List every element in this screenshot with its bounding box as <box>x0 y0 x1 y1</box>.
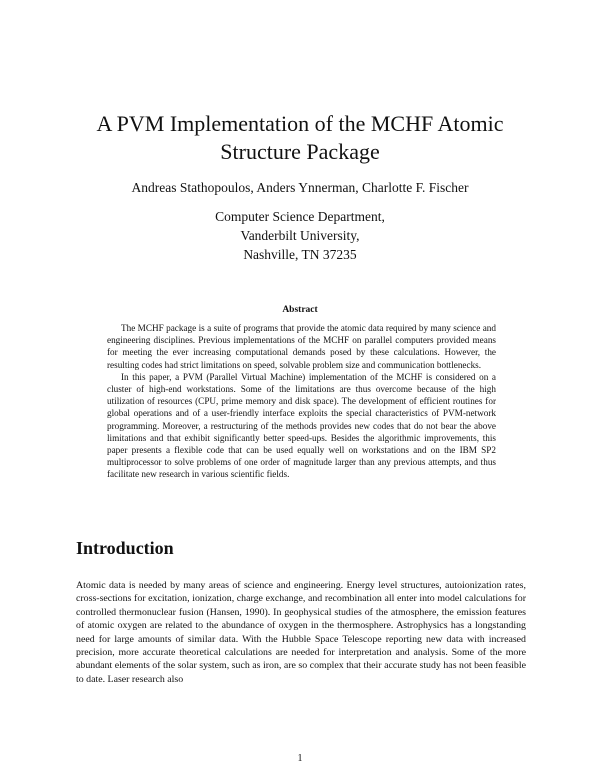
abstract-paragraph-1: The MCHF package is a suite of programs that provide the atomic data required by many science and engineering disciplines. Previous implementations of the MCHF on parallel computers provided means for meeting the ever increasing computational demands posed by these calculations. However, the resulting codes had strict limitations on speed, solvable problem size and communication bottlenecks. <box>107 323 496 370</box>
introduction-heading: Introduction <box>76 538 174 558</box>
paper-title <box>40 110 560 166</box>
affiliation-block <box>40 207 560 264</box>
abstract-heading: Abstract <box>282 305 318 315</box>
page-number: 1 <box>297 753 303 764</box>
title-line-2: Structure Package <box>220 139 380 164</box>
title-line-1: A PVM Implementation of the MCHF Atomic <box>96 111 504 136</box>
abstract-body <box>107 322 496 481</box>
abstract-paragraph-2: In this paper, a PVM (Parallel Virtual Machine) implementation of the MCHF is considered on a cluster of high-end workstations. Some of the limitations are thus overcome because of the high utilization of resources (CPU, prime memory and disk space). The development of efficient routines for global operations and of a user-friendly interface exploits the special characteristics of PVM-network programming. Moreover, a restructuring of the methods provides new codes that do not bear the above limitations and that exhibit significantly better speed-ups. Besides the algorithmic improvements, this paper presents a flexible code that can be used equally well on workstations and on the IBM SP2 multiprocessor to solve problems of one order of magnitude larger than any previous attempts, and thus facilitate new research in various scientific fields. <box>107 371 496 480</box>
author-list: Andreas Stathopoulos, Anders Ynnerman, Charlotte F. Fischer <box>131 180 469 195</box>
affiliation-address: Nashville, TN 37235 <box>243 247 357 262</box>
affiliation-department: Computer Science Department, <box>215 209 385 224</box>
affiliation-university: Vanderbilt University, <box>240 228 360 243</box>
introduction-paragraph: Atomic data is needed by many areas of science and engineering. Energy level structures, autoionization rates, cross-sections for excitation, ionization, charge exchange, and recombination all enter into model calculations for controlled thermonuclear fusion (Hansen, 1990). In geophysical studies of the atmosphere, the emission features of atomic oxygen are related to the abundance of oxygen in the thermosphere. Astrophysics has a longstanding need for large amounts of similar data. With the Hubble Space Telescope reporting new data with increased precision, more accurate theoretical calculations are needed for interpretation and analysis. Some of the more abundant elements of the solar system, such as iron, are so complex that their accurate study has not been feasible to date. Laser research also <box>76 580 526 685</box>
